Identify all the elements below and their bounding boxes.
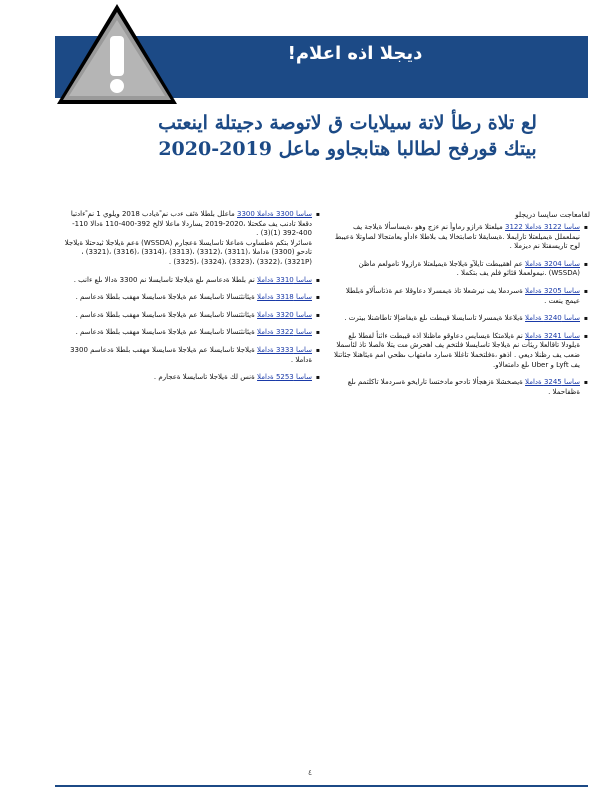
left-column	[58, 210, 320, 391]
list-item	[330, 287, 588, 306]
list-item	[58, 373, 320, 383]
list-item	[330, 314, 588, 324]
policy-link[interactable]: ساسا 3204 ةداملا	[525, 259, 580, 268]
item-extra-text: ةسائرلا بتكم ةطساوب ةماعلا تاسايسلا ةعجارم (WSSDA) ةعم ةيلاجلا ثيدحتلا ةيلاجلا تادحو (3300) ةداملا ،(3311) ،(3312) ،(3313) ،(3314) ،(3316) ،(3321) ،(3321P) ،(3322) ،(3323) ،(3324) ،(3325) .	[64, 238, 312, 266]
item-text: ةيلاجلا تاسايسلا عم ةيلاجلا ةسايسلا مهفب بلطلا ةدعاسم 3300 ةداملا .	[70, 345, 312, 364]
intro-text: لقامعاجت سايسا دريجلو	[515, 210, 590, 219]
list-item	[58, 276, 320, 286]
item-text: ةيئانثتسالا تاسايسلا عم ةيلاجلا ةسايسلا مهفب بلطلا ةدعاسم .	[75, 293, 255, 302]
item-text: ةسردملا يف نيرشعلا تاذ ةيمسرلا دعاوقلا عم ةذتاسألاو ةبلطلا عيمج ينعت .	[345, 286, 580, 305]
list-item	[58, 293, 320, 303]
list-item	[330, 260, 588, 279]
list-item	[330, 223, 588, 252]
item-text: ةيصخشلا ةزهجألا تادحو مادختسا تارايخو ةسردملا تاكلتمم ىلع ةظفاحملا .	[347, 378, 580, 396]
page-headline	[150, 110, 545, 162]
right-column	[330, 223, 588, 405]
policy-link[interactable]: ساسا 3322 ةداملا	[257, 328, 312, 337]
list-item	[330, 332, 588, 370]
item-text: نم بلطلا ةدعاسم ىلع ةيلاجلا تاسايسلا نم 3300 ةدالا ىلع ءانب .	[73, 275, 255, 284]
warning-triangle-icon	[55, 0, 180, 110]
policy-link[interactable]: ساسا 5253 ةداملا	[257, 373, 312, 382]
policy-link[interactable]: ساسا 3205 ةداملا	[525, 286, 580, 295]
policy-link[interactable]: ساسا 3241 ةداملا	[525, 331, 580, 340]
banner-title: ديجلا اذه اعلام!	[287, 43, 423, 64]
policy-link[interactable]: ساسا 3245 ةداملا	[525, 378, 580, 387]
headline-line-1: لع تلاة رطأ لاتة سيلايات ق لاتوصة دجيتلة اينعتب	[158, 112, 537, 134]
list-item	[58, 210, 320, 268]
item-text: ةيئانثتسالا تاسايسلا عم ةيلاجلا ةسايسلا مهفب بلطلا ةدعاسم .	[75, 310, 255, 319]
item-text: ةنس لك ةيلاجلا تاسايسلا ةعجارم .	[153, 373, 255, 382]
policy-link[interactable]: ساسا 3318 ةداملا	[257, 293, 312, 302]
list-item	[58, 328, 320, 338]
policy-link[interactable]: ساسا 3240 ةداملا	[525, 314, 580, 323]
item-text: ةيلاعلا ةيمسرلا تاسايسلا قيبطت ىلع ةيفاضإلا تاطاشنلا بيترت .	[344, 314, 523, 323]
page-number: ٤	[307, 768, 313, 777]
policy-link[interactable]: ساسا 3320 ةداملا	[257, 310, 312, 319]
footer-rule	[55, 785, 588, 787]
policy-link[interactable]: ساسا 3300 ةداملا 3300	[237, 210, 312, 218]
policy-link[interactable]: ساسا 3333 ةداملا	[257, 345, 312, 354]
policy-link[interactable]: ساسا 3122 ةداملا 3122	[505, 223, 580, 231]
list-item	[58, 346, 320, 365]
item-text: عم اهقيبطت تايلآو ةيلاجلا ةيميلعتلا ةرازولا تامولعم ماظن (WSSDA) .نيمولعملا قئاثو فلم يف بتكملا .	[358, 259, 580, 278]
list-item	[330, 378, 588, 397]
list-item	[58, 311, 320, 321]
policy-link[interactable]: ساسا 3310 ةداملا	[257, 275, 312, 284]
item-text: نم ةيلامتكا ةيسايس دعاوقو ماظنلا اذه قيبطت ءاثنأ لفطلا ىلع ةيلودلا تاقالعلا ريثأت نم ةيلاجلا تاسايسلا فلتخم يف اهحرش مت يتلا ةلصلا تاذ لئاسملا ضعب يف رظنلا ديعي . اذهو ،ةفلتخملا تاغللا ةسارد مامتهاب ىظحي امم ةيئاهنلا جئاتنلا يف Lyft و Uber ىلع دامتعالاو.	[333, 331, 580, 369]
item-text: ميلعتلا ةرازو رماوأ نم ءزج وهو ،ةيساسألا ةيلاجة يف نيملعملل ةيميلعتلا تارايملا .ةيسايقلا تاصابتخالا يف بلاطلا ءادأو يعامتجالا لصاوتلا ةعيبط لوح تاريسفتلا نم ديزملا .	[334, 223, 580, 251]
item-text: ةيئانثتسالا تاسايسلا عم ةيلاجلا ةسايسلا مهفب بلطلا ةدعاسم .	[75, 328, 255, 337]
item-text: ماعلل بلطلا ةئف ءدب نم ًةيادب 2018 ويلوي 1 نم ًءادتبا دقعلا تادنب يف مكحتلا ،2020-2019 يساردلا ماعلا لالخ 392-400-110 ةدالا 110-400-392 (1)(3) .	[70, 210, 312, 238]
headline-line-2: بيتك قورفح لطالبا هتابجاوو ماعل 2019-2020	[158, 138, 537, 160]
